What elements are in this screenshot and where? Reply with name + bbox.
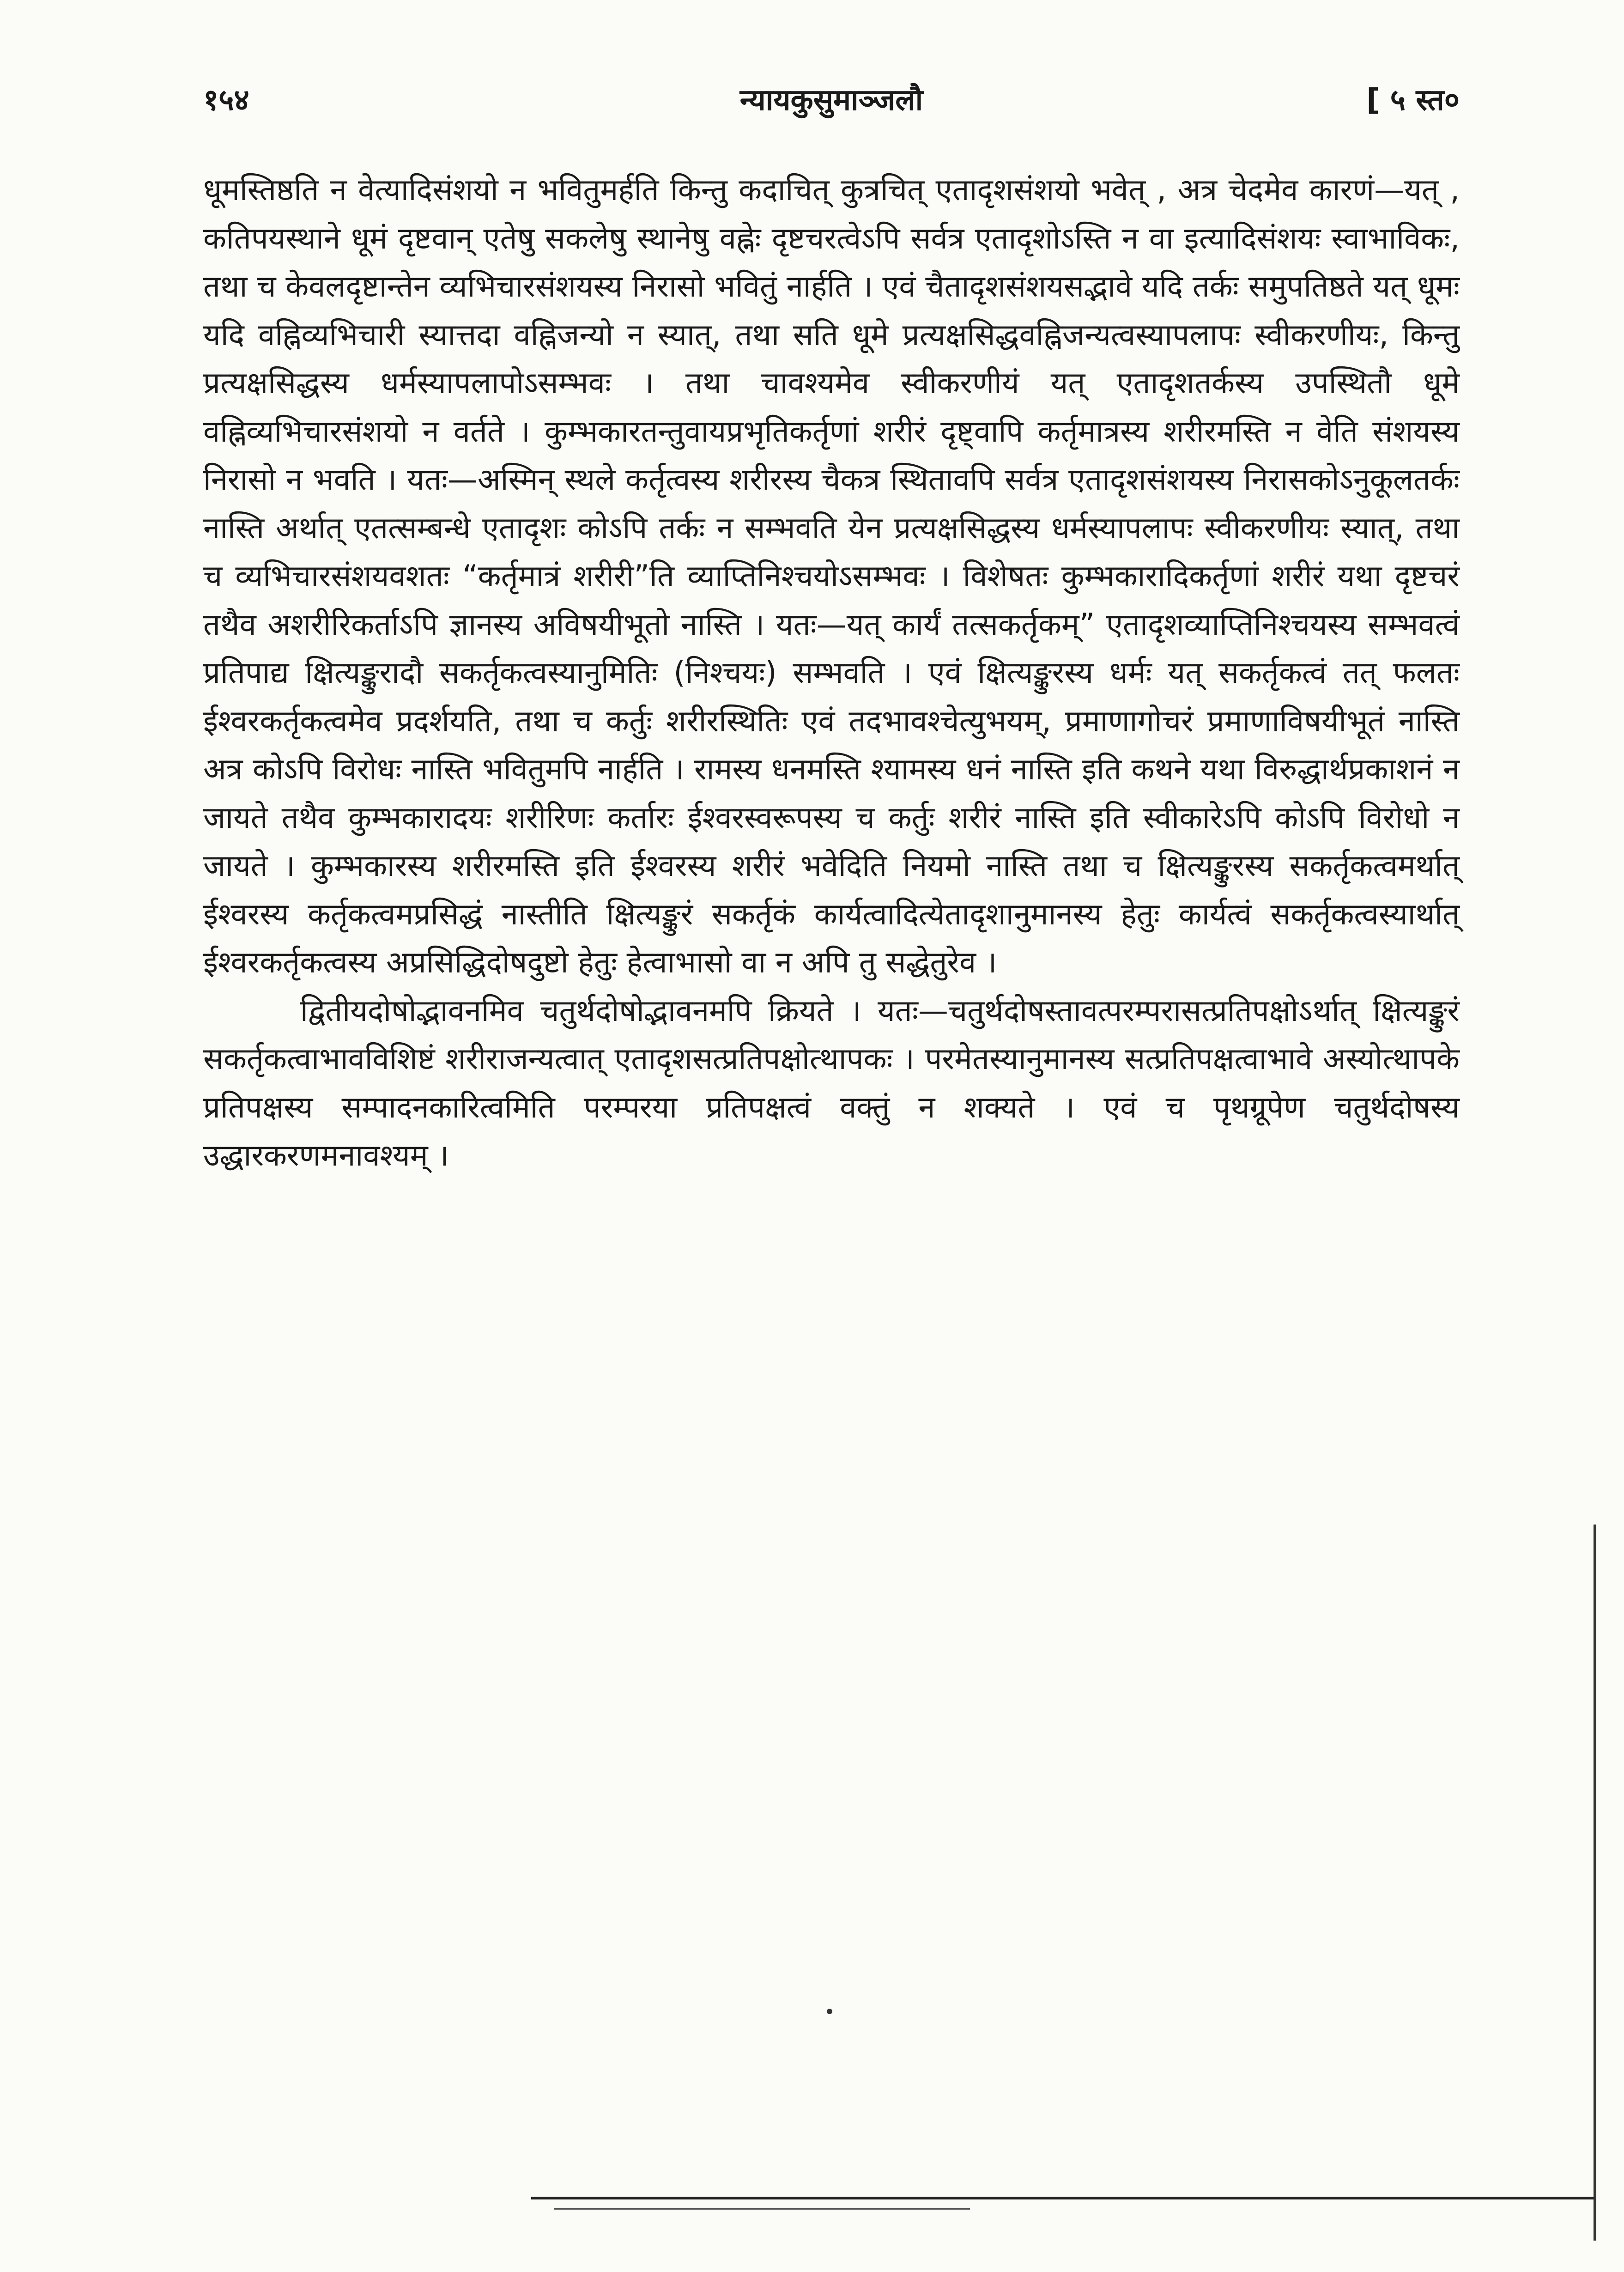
paragraph-2: द्वितीयदोषोद्भावनमिव चतुर्थदोषोद्भावनमपि क्रियते । यतः—चतुर्थदोषस्तावत्परम्परासत्प्रतिपक्षोऽर्थात् क्षित्यङ्कुरं सकर्तृकत्वाभावविशिष्टं शरीराजन्यत्वात् एतादृशसत्प्रतिपक्षोत्थापकः । परमेतस्यानुमानस्य सत्प्रतिपक्षत्वाभावे अस्योत्थापके प्रतिपक्षस्य सम्पादनकारित्वमिति परम्परया प्रतिपक्षत्वं वक्तुं न शक्यते । एवं च पृथग्रूपेण चतुर्थदोषस्य उद्धारकरणमनावश्यम् ।: [203, 993, 1460, 1173]
bottom-rule-secondary: [554, 2208, 970, 2210]
ink-speck: [827, 2009, 832, 2014]
section-reference: [ ५ स्त०: [1366, 83, 1460, 117]
running-title: न्यायकुसुमाञ्जलौ: [739, 83, 923, 117]
page-header: [203, 69, 1460, 134]
body-text: [203, 166, 1460, 1180]
paragraph-1: धूमस्तिष्ठति न वेत्यादिसंशयो न भवितुमर्हति किन्तु कदाचित् कुत्रचित् एतादृशसंशयो भवेत् , अत्र चेदमेव कारणं—यत् , कतिपयस्थाने धूमं दृष्टवान् एतेषु सकलेषु स्थानेषु वह्नेः दृष्टचरत्वेऽपि सर्वत्र एतादृशोऽस्ति न वा इत्यादिसंशयः स्वाभाविकः, तथा च केवलदृष्टान्तेन व्यभिचारसंशयस्य निरासो भवितुं नार्हति । एवं चैतादृशसंशयसद्भावे यदि तर्कः समुपतिष्ठते यत् धूमः यदि वह्निव्यभिचारी स्यात्तदा वह्निजन्यो न स्यात्, तथा सति धूमे प्रत्यक्षसिद्धवह्निजन्यत्वस्यापलापः स्वीकरणीयः, किन्तु प्रत्यक्षसिद्धस्य धर्मस्यापलापोऽसम्भवः । तथा चावश्यमेव स्वीकरणीयं यत् एतादृशतर्कस्य उपस्थितौ धूमे वह्निव्यभिचारसंशयो न वर्तते । कुम्भकारतन्तुवायप्रभृतिकर्तृणां शरीरं दृष्ट्वापि कर्तृमात्रस्य शरीरमस्ति न वेति संशयस्य निरासो न भवति । यतः—अस्मिन् स्थले कर्तृत्वस्य शरीरस्य चैकत्र स्थितावपि सर्वत्र एतादृशसंशयस्य निरासकोऽनुकूलतर्कः नास्ति अर्थात् एतत्सम्बन्धे एतादृशः कोऽपि तर्कः न सम्भवति येन प्रत्यक्षसिद्धस्य धर्मस्यापलापः स्वीकरणीयः स्यात्, तथा च व्यभिचारसंशयवशतः “कर्तृमात्रं शरीरी”ति व्याप्तिनिश्चयोऽसम्भवः । विशेषतः कुम्भकारादिकर्तृणां शरीरं यथा दृष्टचरं तथैव अशरीरिकर्ताऽपि ज्ञानस्य अविषयीभूतो नास्ति । यतः—यत् कार्यं तत्सकर्तृकम्” एतादृशव्याप्तिनिश्चयस्य सम्भवत्वं प्रतिपाद्य क्षित्यङ्कुरादौ सकर्तृकत्वस्यानुमितिः (निश्चयः) सम्भवति । एवं क्षित्यङ्कुरस्य धर्मः यत् सकर्तृकत्वं तत् फलतः ईश्वरकर्तृकत्वमेव प्रदर्शयति, तथा च कर्तुः शरीरस्थितिः एवं तदभावश्चेत्युभयम्, प्रमाणागोचरं प्रमाणाविषयीभूतं नास्ति अत्र कोऽपि विरोधः नास्ति भवितुमपि नार्हति । रामस्य धनमस्ति श्यामस्य धनं नास्ति इति कथने यथा विरुद्धार्थप्रकाशनं न जायते तथैव कुम्भकारादयः शरीरिणः कर्तारः ईश्वरस्वरूपस्य च कर्तुः शरीरं नास्ति इति स्वीकारेऽपि कोऽपि विरोधो न जायते । कुम्भकारस्य शरीरमस्ति इति ईश्वरस्य शरीरं भवेदिति नियमो नास्ति तथा च क्षित्यङ्कुरस्य सकर्तृकत्वमर्थात् ईश्वरस्य कर्तृकत्वमप्रसिद्धं नास्तीति क्षित्यङ्कुरं सकर्तृकं कार्यत्वादित्येतादृशानुमानस्य हेतुः कार्यत्वं सकर्तृकत्वस्यार्थात् ईश्वरकर्तृकत्वस्य अप्रसिद्धिदोषदुष्टो हेतुः हेत्वाभासो वा न अपि तु सद्धेतुरेव ।: [203, 173, 1460, 980]
page-number: १५४: [203, 83, 249, 117]
page-edge-line: [1594, 1525, 1596, 2241]
bottom-rule: [531, 2197, 1594, 2199]
